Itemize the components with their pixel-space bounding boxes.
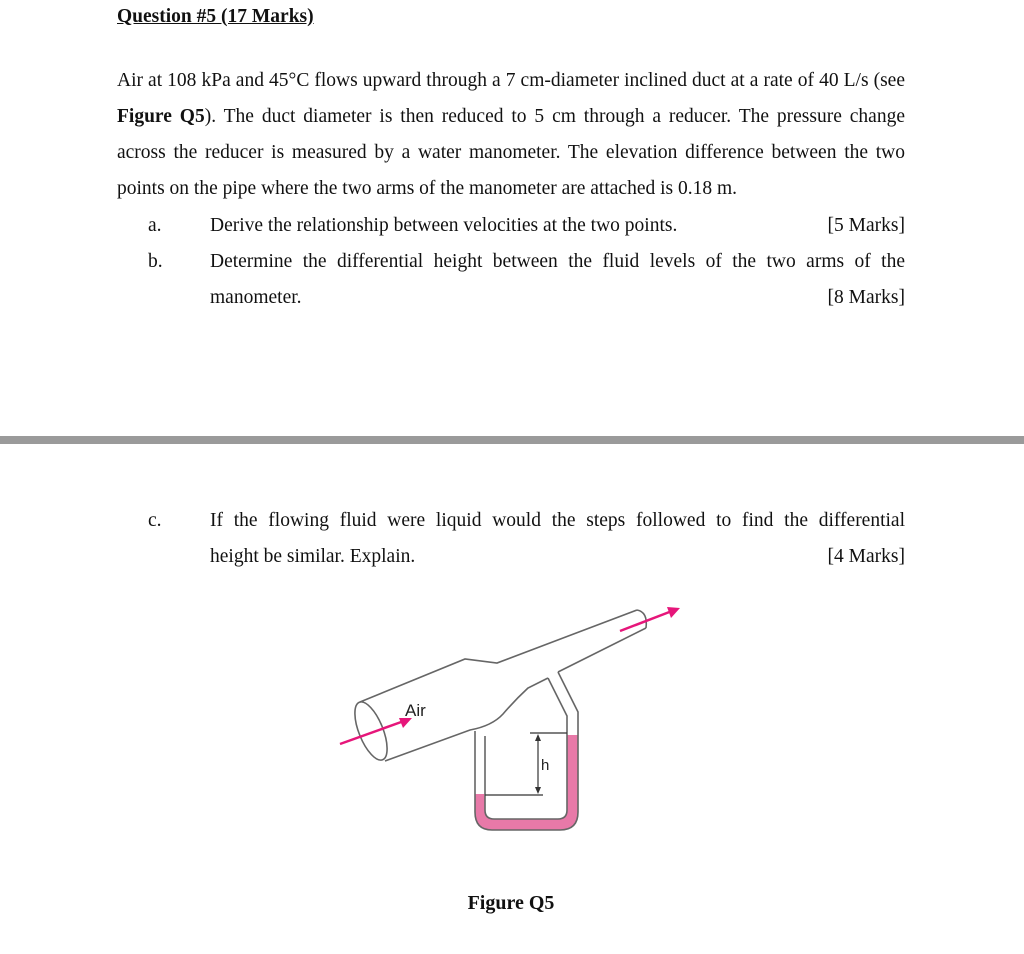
- part-b-text-line2: manometer.: [210, 287, 302, 308]
- h-dimension: [485, 733, 567, 795]
- question-intro: [117, 63, 905, 207]
- part-c-text-line1: If the flowing fluid were liquid would the steps followed to find the differential: [210, 510, 905, 531]
- figure-caption-text: Figure Q5: [467, 892, 555, 914]
- part-b-text-line1: Determine the differential height between the fluid levels of the two arms of the: [210, 251, 905, 272]
- part-c-marks: [4 Marks]: [827, 546, 905, 567]
- part-c-letter: c.: [148, 510, 162, 531]
- figure-q5-diagram: [330, 595, 690, 835]
- part-b-marks: [8 Marks]: [827, 287, 905, 308]
- part-a-text: Derive the relationship between velocities at the two points.: [210, 215, 678, 236]
- part-c-text-line2: height be similar. Explain.: [210, 546, 416, 567]
- part-c: [117, 503, 905, 575]
- part-b-letter: b.: [148, 251, 163, 272]
- manometer-fluid: [475, 735, 578, 830]
- figure-reference: Figure Q5: [117, 106, 205, 127]
- duct-fill: [360, 610, 646, 761]
- part-b: [117, 244, 905, 316]
- h-label: h: [541, 757, 550, 774]
- part-a-marks: [5 Marks]: [827, 215, 905, 236]
- intro-text-2: ). The duct diameter is then reduced to 5 cm through a reducer. The pressure change across the reducer is measured by a water manometer. The elevation difference between the two points on the pipe where the two arms of the manometer are attached is 0.18 m.: [117, 106, 905, 199]
- air-label: Air: [405, 701, 426, 720]
- question-title: Question #5 (17 Marks): [117, 6, 314, 27]
- part-a-letter: a.: [148, 215, 162, 236]
- page-divider: [0, 436, 1024, 444]
- intro-text-1: Air at 108 kPa and 45°C flows upward through a 7 cm-diameter inclined duct at a rate of 40 L/s (see: [117, 70, 905, 91]
- figure-caption: [0, 892, 1024, 915]
